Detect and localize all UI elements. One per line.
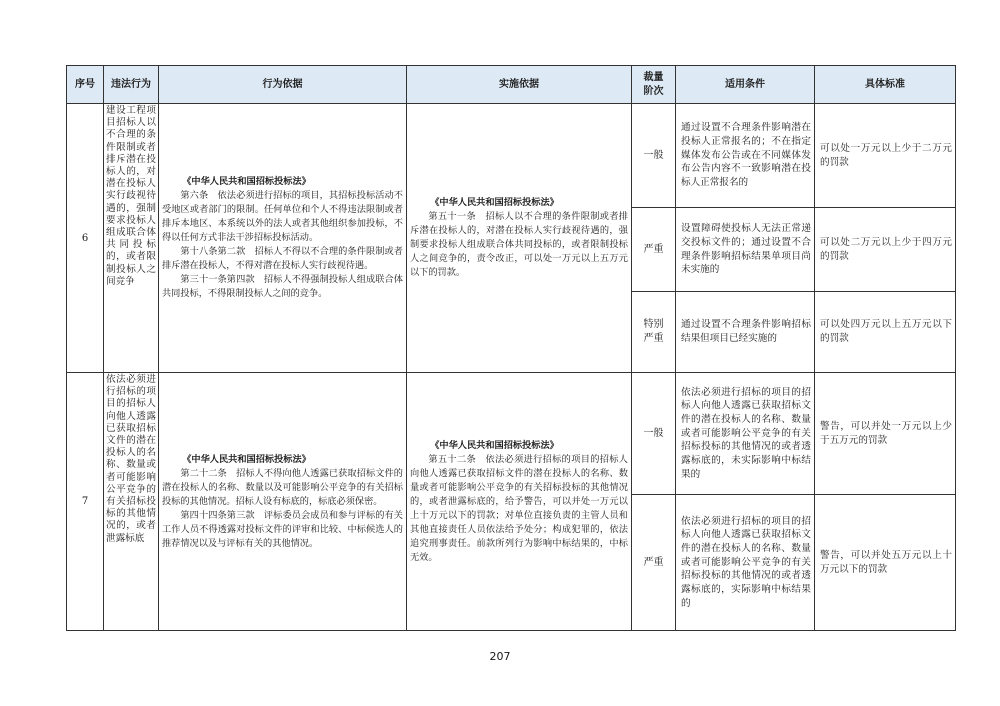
standard-cell: 可以处四万元以上五万元以下的罚款 — [815, 292, 956, 373]
page-number: 207 — [489, 650, 511, 663]
standard-cell: 警告，可以并处五万元以上十万元以下的罚款 — [815, 495, 956, 631]
condition-cell: 依法必须进行招标的项目的招标人向他人透露已获取招标文件的潜在投标人的名称、数量或者可能影响公平竞争的有关招标投标的其他情况的或者透露标底的，实际影响中标结果的 — [676, 495, 815, 631]
header-level: 裁量阶次 — [632, 66, 676, 104]
header-conditions: 适用条件 — [676, 66, 815, 104]
row-seq: 7 — [67, 373, 104, 631]
implementation-paragraph: 第五十一条 招标人以不合理的条件限制或者排斥潜在投标人的，对潜在投标人实行歧视待遇的，强制要求投标人组成联合体共同投标的，或者限制投标人之间竞争的，责令改正，可以处一万元以上五万元以下的罚款。 — [410, 211, 628, 278]
violation-cell: 依法必须进行招标的项目的招标人向他人透露已获取招标文件的潜在投标人的名称、数量或者可能影响公平竞争的有关招标投标的其他情况的，或者泄露标底 — [104, 373, 159, 631]
level-cell: 特别严重 — [632, 292, 676, 373]
regulation-table — [66, 65, 956, 631]
standard-cell: 可以处一万元以上少于二万元的罚款 — [815, 104, 956, 208]
condition-cell: 通过设置不合理条件影响潜在投标人正常报名的；不在指定媒体发布公告或在不同媒体发布公告内容不一致影响潜在投标人正常报名的 — [676, 104, 815, 208]
condition-cell: 通过设置不合理条件影响招标结果但项目已经实施的 — [676, 292, 815, 373]
header-row — [67, 66, 956, 104]
table-row — [67, 104, 956, 208]
basis-paragraph: 第二十二条 招标人不得向他人透露已获取招标文件的潜在投标人的名称、数量以及可能影响公平竞争的有关招标投标的其他情况。招标人设有标底的，标底必须保密。 — [162, 467, 403, 507]
standard-cell: 警告，可以并处一万元以上少于五万元的罚款 — [815, 373, 956, 495]
law-title: 《中华人民共和国招标投标法》 — [430, 197, 559, 208]
header-violation: 违法行为 — [104, 66, 159, 104]
header-basis: 行为依据 — [159, 66, 407, 104]
basis-paragraph: 第三十一条第四款 招标人不得强制投标人组成联合体共同投标，不得限制投标人之间的竞争。 — [162, 274, 403, 299]
header-implementation: 实施依据 — [407, 66, 632, 104]
implementation-paragraph: 第五十二条 依法必须进行招标的项目的招标人向他人透露已获取招标文件的潜在投标人的名称、数量或者可能影响公平竞争的有关招标投标的其他情况的，或者泄露标底的，给予警告，可以并处一万元以上十万元以下的罚款；对单位直接负责的主管人员和其他直接责任人员依法给予处分；构成犯罪的，依法追究刑事责任。前款所列行为影响中标结果的，中标无效。 — [410, 453, 628, 563]
row-seq: 6 — [67, 104, 104, 373]
basis-cell — [159, 104, 407, 373]
law-title: 《中华人民共和国招标投标法》 — [182, 176, 311, 187]
condition-cell: 依法必须进行招标的项目的招标人向他人透露已获取招标文件的潜在投标人的名称、数量或者可能影响公平竞争的有关招标投标的其他情况的或者透露标底的，未实际影响中标结果的 — [676, 373, 815, 495]
basis-paragraph: 第六条 依法必须进行招标的项目，其招标投标活动不受地区或者部门的限制。任何单位和个人不得违法限制或者排斥本地区、本系统以外的法人或者其他组织参加投标，不得以任何方式非法干涉招标投标活动。 — [162, 190, 403, 243]
level-cell: 一般 — [632, 373, 676, 495]
basis-paragraph: 第四十四条第三款 评标委员会成员和参与评标的有关工作人员不得透露对投标文件的评审和比较、中标候选人的推荐情况以及与评标有关的其他情况。 — [162, 509, 403, 549]
level-cell: 严重 — [632, 208, 676, 292]
basis-cell — [159, 373, 407, 631]
implementation-cell — [407, 104, 632, 373]
violation-cell: 建设工程项目招标人以不合理的条件限制或者排斥潜在投标人的，对潜在投标人实行歧视待遇的，强制要求投标人组成联合体共同投标的，或者限制投标人之间竞争 — [104, 104, 159, 373]
level-cell: 一般 — [632, 104, 676, 208]
basis-paragraph: 第十八条第二款 招标人不得以不合理的条件限制或者排斥潜在投标人，不得对潜在投标人实行歧视待遇。 — [162, 246, 403, 271]
condition-cell: 设置障碍使投标人无法正常递交投标文件的；通过设置不合理条件影响招标结果单项目尚未实施的 — [676, 208, 815, 292]
header-seq: 序号 — [67, 66, 104, 104]
law-title: 《中华人民共和国招标投标法》 — [182, 453, 311, 465]
implementation-cell — [407, 373, 632, 631]
law-title: 《中华人民共和国招标投标法》 — [430, 439, 559, 451]
level-cell: 严重 — [632, 495, 676, 631]
header-standard: 具体标准 — [815, 66, 956, 104]
standard-cell: 可以处二万元以上少于四万元的罚款 — [815, 208, 956, 292]
table-row — [67, 373, 956, 495]
